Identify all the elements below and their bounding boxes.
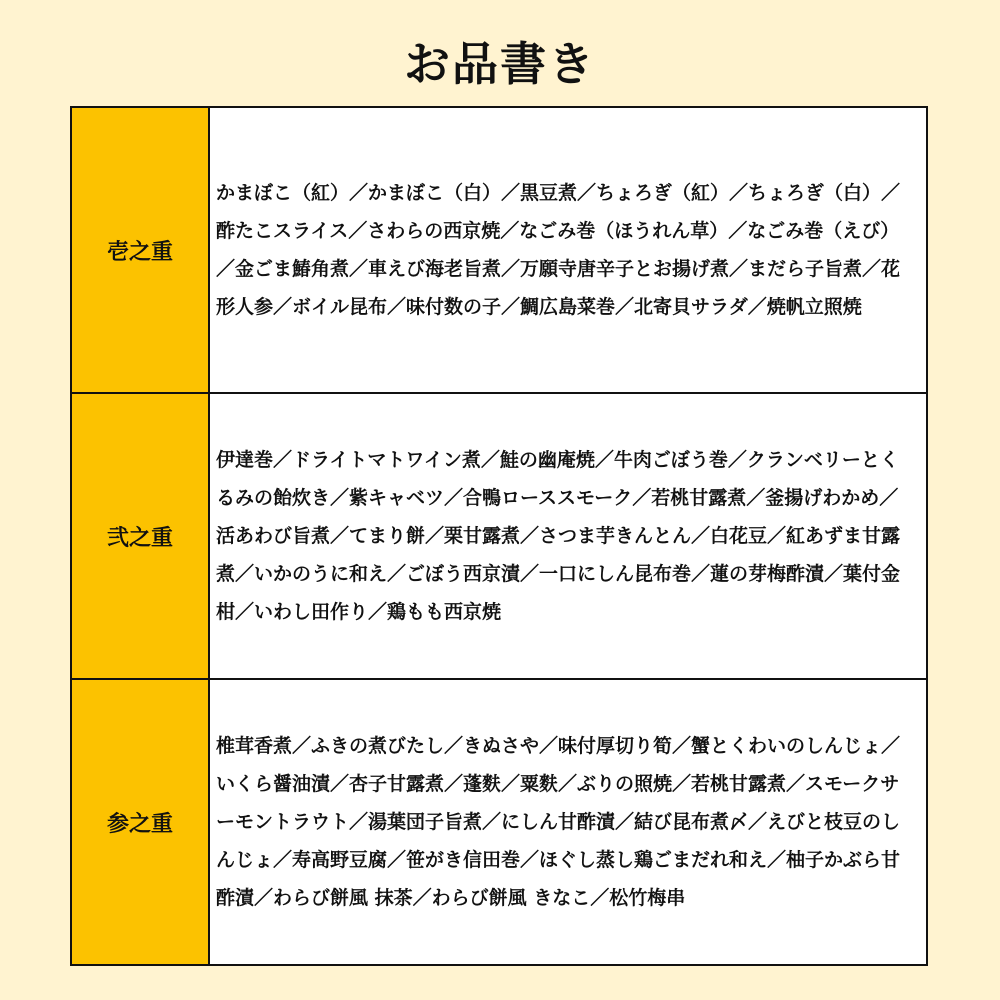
tier-row-2 xyxy=(72,392,926,678)
tier-label: 参之重 xyxy=(72,680,210,964)
tier-items-cell xyxy=(210,394,926,678)
page-title: お品書き xyxy=(404,37,596,91)
tier-items-text: かまぼこ（紅）／かまぼこ（白）／黒豆煮／ちょろぎ（紅）／ちょろぎ（白）／酢たこスライス／さわらの西京焼／なごみ巻（ほうれん草）／なごみ巻（えび）／金ごま鰆角煮／車えび海老旨煮／万願寺唐辛子とお揚げ煮／まだら子旨煮／花形人参／ボイル昆布／味付数の子／鯛広島菜巻／北寄貝サラダ／焼帆立照焼 xyxy=(216,182,901,318)
tier-label: 弐之重 xyxy=(72,394,210,678)
tier-items-text: 伊達巻／ドライトマトワイン煮／鮭の幽庵焼／牛肉ごぼう巻／クランベリーとくるみの飴炊き／紫キャベツ／合鴨ローススモーク／若桃甘露煮／釜揚げわかめ／活あわび旨煮／てまり餅／栗甘露煮／さつま芋きんとん／白花豆／紅あずま甘露煮／いかのうに和え／ごぼう西京漬／一口にしん昆布巻／蓮の芽梅酢漬／葉付金柑／いわし田作り／鶏もも西京焼 xyxy=(216,449,901,623)
tier-row-1 xyxy=(72,108,926,392)
tier-items-text: 椎茸香煮／ふきの煮びたし／きぬさや／味付厚切り筍／蟹とくわいのしんじょ／いくら醤油漬／杏子甘露煮／蓬麩／粟麩／ぶりの照焼／若桃甘露煮／スモークサーモントラウト／湯葉団子旨煮／にしん甘酢漬／結び昆布煮〆／えびと枝豆のしんじょ／寿高野豆腐／笹がき信田巻／ほぐし蒸し鶏ごまだれ和え／柚子かぶら甘酢漬／わらび餅風 抹茶／わらび餅風 きなこ／松竹梅串 xyxy=(216,735,901,909)
tier-items-cell xyxy=(210,680,926,964)
menu-table xyxy=(70,106,928,966)
tier-row-3 xyxy=(72,678,926,964)
tier-label: 壱之重 xyxy=(72,108,210,392)
tier-items-cell xyxy=(210,108,926,392)
